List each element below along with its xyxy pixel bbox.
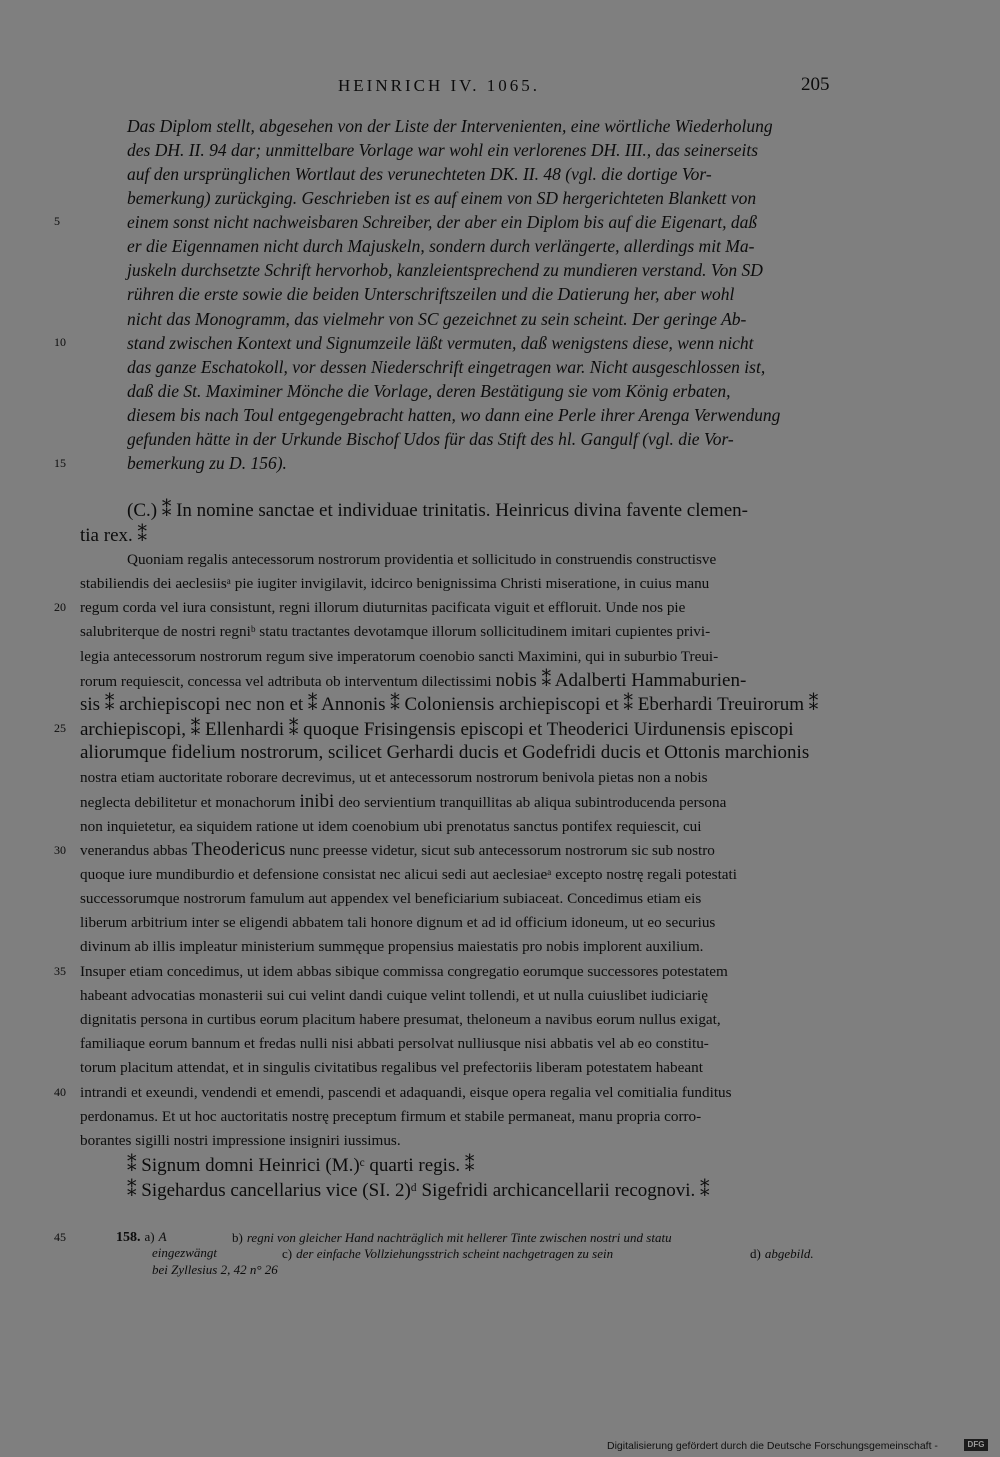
- text-line: torum placitum attendat, et in singulis civitatibus regalibus vel prefectoriis liberam potestatem habeant: [80, 1059, 703, 1076]
- text-line: non inquietetur, ea siquidem ratione ut idem coenobium ubi prenotatus sanctus pontifex requiescit, cui: [80, 818, 702, 835]
- text-line: quoque iure mundiburdio et defensione consistat nec alicui sedi aut aeclesiaeᵃ excepto nostrę regali potestati: [80, 866, 737, 883]
- text-line: divinum ab illis impleatur ministerium summęque propensius maiestatis pro nobis implorent auxilium.: [80, 938, 704, 955]
- protocol-line: tia rex. ⁑: [80, 525, 148, 546]
- line-number: 35: [54, 964, 66, 978]
- text-line: regum corda vel iura consistunt, regni illorum diuturnitas pacificata viguit et effloruit. Unde nos pie: [80, 599, 686, 616]
- text-line: nostra etiam auctoritate roborare decrevimus, ut et antecessorum nostrorum benivola pietas non a nobis: [80, 769, 708, 786]
- text-span: rorum requiescit, concessa vel adtributa ob interventum dilectissimi: [80, 673, 492, 690]
- footnote-label: b): [232, 1230, 243, 1245]
- commentary-line: rühren die erste sowie die beiden Unterschriftszeilen und die Datierung her, aber wohl: [127, 284, 735, 304]
- footnote-line: [282, 1245, 613, 1263]
- signum-line: ⁑ Signum domni Heinrici (M.)ᶜ quarti regis. ⁑: [127, 1155, 475, 1176]
- text-line: liberum arbitrium inter se eligendi abbatem tali honore dignum et ad id officium idoneum, ut eo securius: [80, 914, 716, 931]
- commentary-line: juskeln durchsetzte Schrift hervorhob, kanzleientsprechend zu mundieren verstand. Von SD: [127, 260, 763, 280]
- footnote-c: der einfache Vollziehungsstrich scheint nachgetragen zu sein: [296, 1246, 614, 1261]
- footnote-d: abgebild.: [764, 1246, 814, 1261]
- text-line: salubriterque de nostri regniᵇ statu tractantes devotamque illorum sollicitudinem imitari cupientes privi-: [80, 623, 711, 640]
- text-line: familiaque eorum bannum et fredas nulli nisi abbati persolvat nulliusque nisi abbatis vel ab eo constitu-: [80, 1035, 709, 1052]
- text-span: venerandus abbas: [80, 842, 188, 859]
- line-number: 15: [54, 456, 66, 470]
- footnote-b-cont: eingezwängt: [152, 1245, 217, 1260]
- line-number: 10: [54, 335, 66, 349]
- name-span: inibi: [299, 791, 335, 812]
- text-line: borantes sigilli nostri impressione insigniri iussimus.: [80, 1132, 401, 1149]
- commentary-line: bemerkung zu D. 156).: [127, 453, 287, 473]
- commentary-line: gefunden hätte in der Urkunde Bischof Udos für das Stift des hl. Gangulf (vgl. die Vor-: [127, 429, 734, 449]
- commentary-line: einem sonst nicht nachweisbaren Schreiber, der aber ein Diplom bis auf die Eigenart, daß: [127, 212, 758, 232]
- commentary-line: Das Diplom stellt, abgesehen von der Liste der Intervenienten, eine wörtliche Wiederholung: [127, 116, 773, 136]
- line-number: 40: [54, 1085, 66, 1099]
- text-span: nunc preesse videtur, sicut sub antecessorum nostrorum sic sub nostro: [289, 842, 715, 859]
- name-span: nobis ⁑ Adalberti Hammaburien-: [495, 670, 747, 691]
- text-line: habeant advocatias monasterii sui cui velint dandi cuique velint tollendi, et ut nulla cuiuslibet iudiciarię: [80, 987, 708, 1004]
- text-line: Quoniam regalis antecessorum nostrorum providentia et sollicitudo in construendis constructisve: [127, 551, 717, 568]
- footnote-label: a): [144, 1229, 155, 1244]
- commentary-line: er die Eigennamen nicht durch Majuskeln, sondern durch verlängerte, allerdings mit Ma-: [127, 236, 755, 256]
- commentary-line: daß die St. Maximiner Mönche die Vorlage, deren Bestätigung sie vom König erbaten,: [127, 381, 731, 401]
- text-line: successorumque nostrorum famulum aut appendex vel beneficiarium subiaceat. Concedimus etiam eis: [80, 890, 702, 907]
- footnote-d-cont: bei Zyllesius 2, 42 n° 26: [152, 1262, 278, 1277]
- page-number: 205: [801, 74, 830, 95]
- footnote-line: [750, 1245, 814, 1263]
- text-line: dignitatis persona in curtibus eorum placitum habere presumat, theloneum a navibus eorum nullus exigat,: [80, 1011, 721, 1028]
- text-line: intrandi et exeundi, vendendi et emendi, pascendi et adaquandi, eisque opera regalia vel comitialia funditus: [80, 1084, 732, 1101]
- footnote-label: c): [282, 1246, 293, 1261]
- page-header-title: HEINRICH IV. 1065.: [338, 76, 540, 95]
- text-span: deo servientium tranquillitas ab aliqua subintroducenda persona: [338, 794, 727, 811]
- footnote-label: d): [750, 1246, 761, 1261]
- dfg-logo[interactable]: DFG: [964, 1439, 988, 1451]
- commentary-line: stand zwischen Kontext und Signumzeile läßt vermuten, daß wenigstens diese, wenn nicht: [127, 333, 754, 353]
- text-line-mixed: [80, 669, 746, 692]
- footnote-number: 158.: [116, 1230, 141, 1245]
- line-number: 5: [54, 214, 60, 228]
- protocol-line: (C.) ⁑ In nomine sanctae et individuae trinitatis. Heinricus divina favente clemen-: [127, 500, 748, 521]
- line-number: 20: [54, 600, 66, 614]
- commentary-line: diesem bis nach Toul entgegengebracht hatten, wo dann eine Perle ihrer Arenga Verwendung: [127, 405, 781, 425]
- commentary-line: des DH. II. 94 dar; unmittelbare Vorlage war wohl ein verlorenes DH. III., das seinerseits: [127, 140, 759, 160]
- name-span: Theodericus: [191, 839, 286, 860]
- text-span: neglecta debilitetur et monachorum: [80, 794, 296, 811]
- funding-credit: Digitalisierung gefördert durch die Deutsche Forschungsgemeinschaft -: [607, 1440, 938, 1452]
- line-number: 45: [54, 1230, 66, 1244]
- text-line: stabiliendis dei aeclesiisᵃ pie iugiter invigilavit, idcirco benignissima Christi miseratione, in cuius manu: [80, 575, 710, 592]
- footnote-line: [116, 1228, 167, 1246]
- line-number: 30: [54, 843, 66, 857]
- footnote-b: regni von gleicher Hand nachträglich mit hellerer Tinte zwischen nostri und statu: [246, 1230, 672, 1245]
- recognition-line: ⁑ Sigehardus cancellarius vice (SI. 2)ᵈ Sigefridi archicancellarii recognovi. ⁑: [127, 1180, 710, 1201]
- text-line: perdonamus. Et ut hoc auctoritatis nostrę preceptum firmum et stabile permaneat, manu propria corro-: [80, 1108, 702, 1125]
- text-line: legia antecessorum nostrorum regum sive imperatorum coenobio sancti Maximini, qui in suburbio Treui-: [80, 648, 719, 665]
- commentary-line: auf den ursprünglichen Wortlaut des verunechteten DK. II. 48 (vgl. die dortige Vor-: [127, 164, 712, 184]
- line-number: 25: [54, 721, 66, 735]
- text-line: aliorumque fidelium nostrorum, scilicet Gerhardi ducis et Godefridi ducis et Ottonis marchionis: [80, 742, 810, 763]
- text-line: sis ⁑ archiepiscopi nec non et ⁑ Annonis ⁑ Coloniensis archiepiscopi et ⁑ Eberhardi Treuirorum ⁑: [80, 694, 819, 715]
- text-line: Insuper etiam concedimus, ut idem abbas sibique commissa congregatio eorumque successores potestatem: [80, 963, 728, 980]
- commentary-line: bemerkung) zurückging. Geschrieben ist es auf einem von SD hergerichteten Blankett von: [127, 188, 757, 208]
- text-line: archiepiscopi, ⁑ Ellenhardi ⁑ quoque Frisingensis episcopi et Theoderici Uirdunensis episcopi: [80, 719, 794, 740]
- text-line-mixed: [80, 839, 715, 861]
- text-line-mixed: [80, 791, 726, 813]
- commentary-line: nicht das Monogramm, das vielmehr von SC gezeichnet zu sein scheint. Der geringe Ab-: [127, 309, 747, 329]
- footnote-a: A: [158, 1229, 167, 1244]
- commentary-line: das ganze Eschatokoll, vor dessen Niederschrift eingetragen war. Nicht ausgeschlossen ist,: [127, 357, 766, 377]
